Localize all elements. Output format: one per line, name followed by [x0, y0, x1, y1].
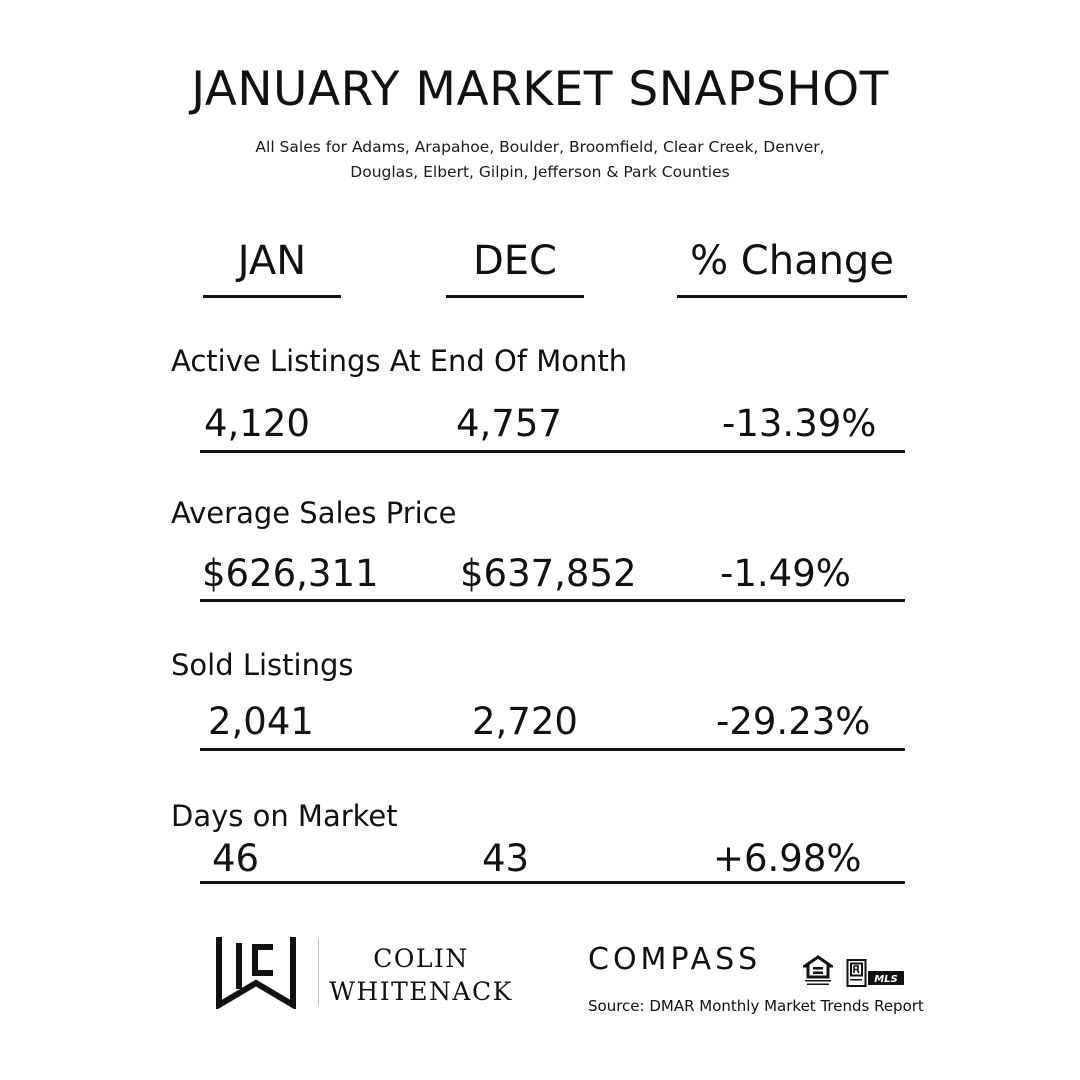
- metric-label-sold-listings: Sold Listings: [171, 648, 354, 682]
- logo-divider: [318, 938, 319, 1006]
- column-header-dec: DEC: [472, 238, 557, 284]
- metric-label-active-listings: Active Listings At End Of Month: [171, 344, 628, 378]
- metric-label-days-on-market: Days on Market: [171, 799, 398, 833]
- metric-value-dec: 4,757: [456, 402, 562, 445]
- svg-text:MLS: MLS: [874, 974, 898, 985]
- metric-value-jan: 4,120: [204, 402, 310, 445]
- row-divider: [200, 450, 905, 453]
- row-divider: [200, 748, 905, 751]
- metric-value-jan: 46: [212, 837, 260, 880]
- metric-value-jan: 2,041: [208, 700, 314, 743]
- column-underline-change: [677, 295, 907, 298]
- metric-value-change: +6.98%: [713, 837, 862, 880]
- source-note: Source: DMAR Monthly Market Trends Report: [588, 997, 924, 1015]
- column-underline-dec: [446, 295, 584, 298]
- metric-value-change: -13.39%: [722, 402, 877, 445]
- colin-whitenack-logo-icon: [215, 937, 297, 1009]
- agent-first-name: COLIN: [373, 944, 469, 973]
- column-header-jan: JAN: [237, 238, 307, 284]
- metric-value-dec: $637,852: [460, 552, 637, 595]
- compass-logo: COMPASS: [588, 942, 762, 977]
- metric-value-dec: 2,720: [472, 700, 578, 743]
- subtitle-line-2: Douglas, Elbert, Gilpin, Jefferson & Park Counties: [350, 163, 730, 181]
- metric-value-change: -29.23%: [716, 700, 871, 743]
- subtitle-line-1: All Sales for Adams, Arapahoe, Boulder, Broomfield, Clear Creek, Denver,: [255, 138, 825, 156]
- agent-last-name: WHITENACK: [329, 977, 513, 1006]
- column-underline-jan: [203, 295, 341, 298]
- column-header-change: % Change: [690, 238, 894, 284]
- metric-value-jan: $626,311: [202, 552, 379, 595]
- realtor-mls-icon: [846, 958, 906, 988]
- row-divider: [200, 599, 905, 602]
- row-divider: [200, 881, 905, 884]
- equal-housing-opportunity-icon: [803, 955, 833, 987]
- page-title: JANUARY MARKET SNAPSHOT: [191, 62, 889, 117]
- metric-value-dec: 43: [482, 837, 530, 880]
- metric-value-change: -1.49%: [720, 552, 851, 595]
- metric-label-average-sales-price: Average Sales Price: [171, 496, 457, 530]
